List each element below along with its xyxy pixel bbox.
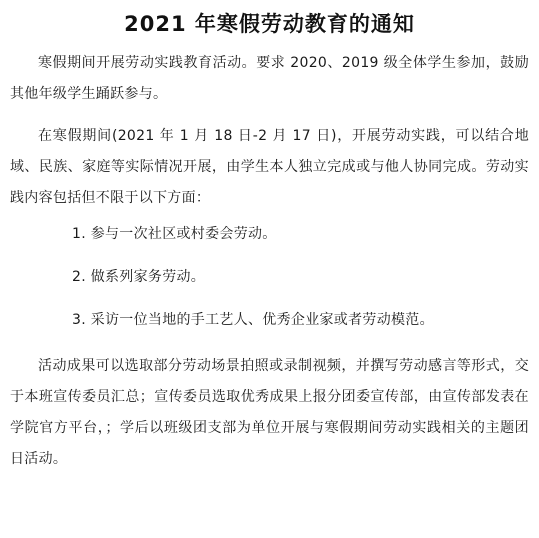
list-item: 2. 做系列家务劳动。 [72,269,206,285]
activity-list [10,224,529,330]
list-item: 3. 采访一位当地的手工艺人、优秀企业家或者劳动模范。 [72,312,434,328]
paragraph-requirement: 寒假期间开展劳动实践教育活动。要求 2020、2019 级全体学生参加，鼓励其他年级学生踊跃参与。 [10,55,529,102]
paragraph-results: 活动成果可以选取部分劳动场景拍照或录制视频，并撰写劳动感言等形式，交于本班宣传委员汇总；宣传委员选取优秀成果上报分团委宣传部，由宣传部发表在学院官方平台，；学后以班级团支部为单位开展与寒假期间劳动实践相关的主题团日活动。 [10,358,529,467]
document-title: 2021 年寒假劳动教育的通知 [124,12,415,36]
paragraph-period: 在寒假期间(2021 年 1 月 18 日-2 月 17 日)，开展劳动实践，可以结合地域、民族、家庭等实际情况开展，由学生本人独立完成或与他人协同完成。劳动实践内容包括但不限于以下方面： [10,128,529,206]
list-item: 1. 参与一次社区或村委会劳动。 [72,226,277,242]
